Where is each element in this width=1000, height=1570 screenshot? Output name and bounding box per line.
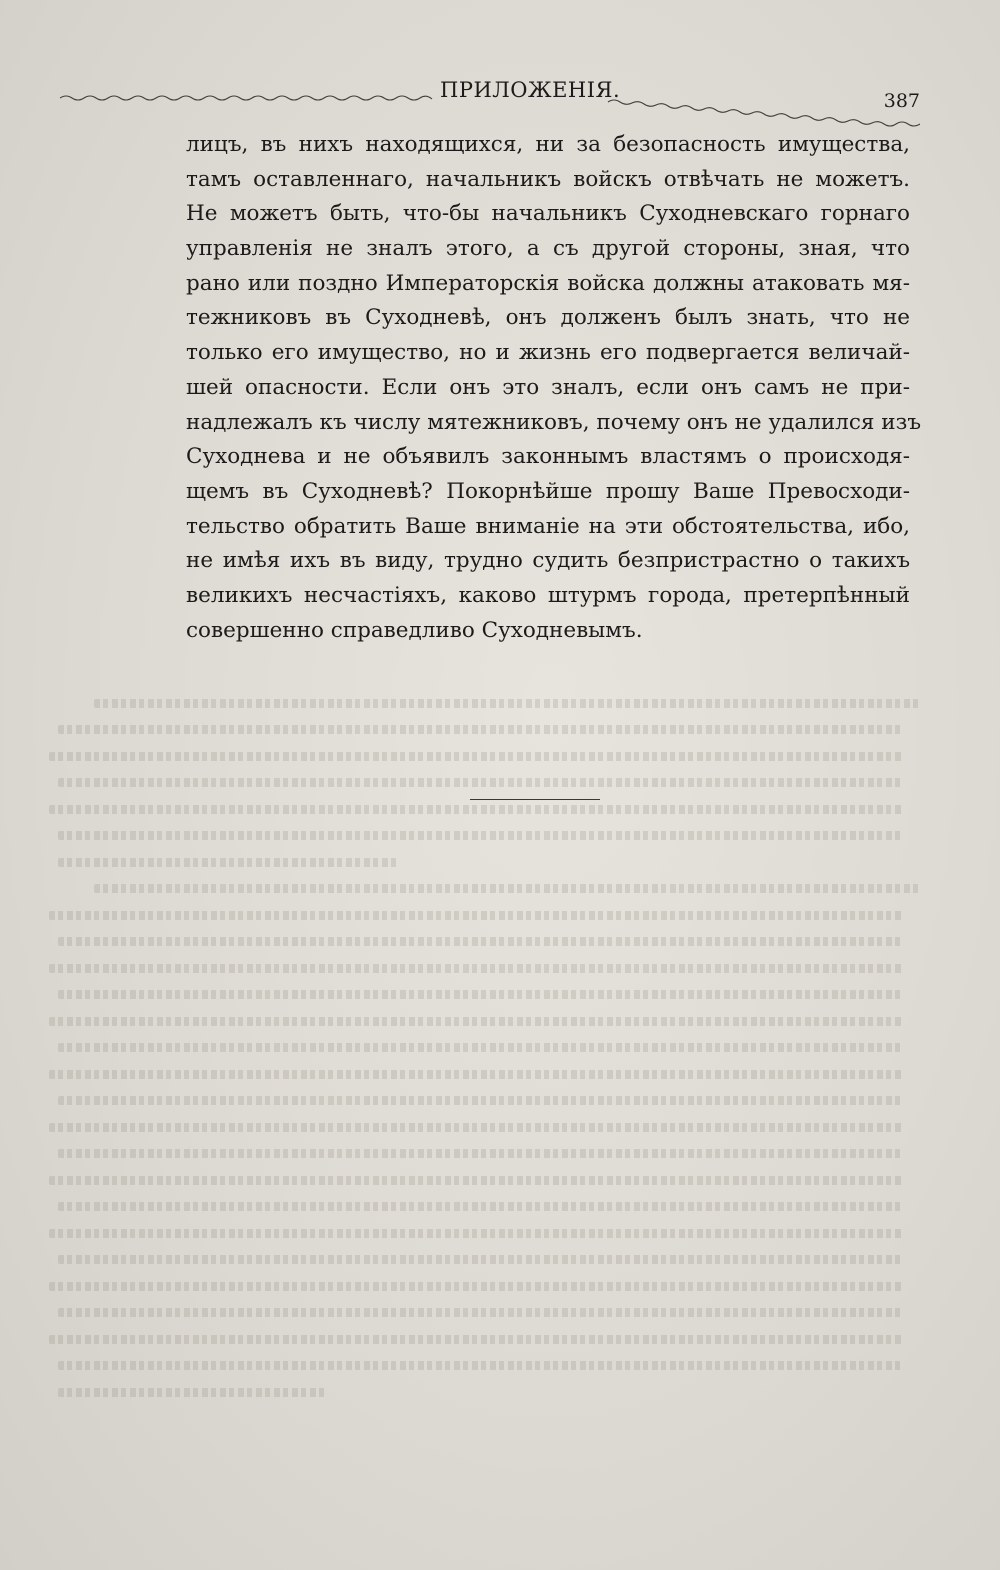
text-line: тежниковъ въ Суходневѣ, онъ долженъ былъ знать, что не — [186, 305, 910, 331]
page-number: 387 — [883, 90, 920, 112]
text-line: великихъ несчастіяхъ, каково штурмъ города, претерпѣнный — [186, 582, 910, 608]
text-line: шей опасности. Если онъ это зналъ, если онъ самъ не при- — [186, 374, 910, 400]
text-line: рано или поздно Императорскія войска должны атаковать мя- — [186, 270, 910, 296]
text-line: только его имущество, но и жизнь его подвергается величай- — [186, 340, 910, 366]
text-line: тамъ оставленнаго, начальникъ войскъ отвѣчать не можетъ. — [186, 166, 910, 192]
text-line: Суходнева и не объявилъ законнымъ властямъ о происходя- — [186, 444, 910, 470]
text-line: Не можетъ быть, что-бы начальникъ Суходневскаго горнаго — [186, 201, 910, 227]
header-wavy-rule-left — [60, 96, 432, 100]
section-divider — [470, 799, 600, 800]
header-wavy-rule-right — [608, 100, 920, 126]
text-line: не имѣя ихъ въ виду, трудно судить безпристрастно о такихъ — [186, 548, 910, 574]
running-header — [60, 74, 920, 134]
bleed-through-texture — [40, 690, 940, 1510]
running-title: ПРИЛОЖЕНІЯ. — [440, 78, 621, 102]
text-line: управленія не зналъ этого, а съ другой стороны, зная, что — [186, 236, 910, 262]
body-paragraph — [186, 128, 922, 648]
text-line: тельство обратить Ваше вниманіе на эти обстоятельства, ибо, — [186, 513, 910, 539]
text-line: совершенно справедливо Суходневымъ. — [186, 617, 643, 643]
text-line: надлежалъ къ числу мятежниковъ, почему онъ не удалился изъ — [186, 409, 922, 435]
text-line: щемъ въ Суходневѣ? Покорнѣйше прошу Ваше Превосходи- — [186, 478, 910, 504]
text-line: лицъ, въ нихъ находящихся, ни за безопасность имущества, — [186, 132, 910, 157]
